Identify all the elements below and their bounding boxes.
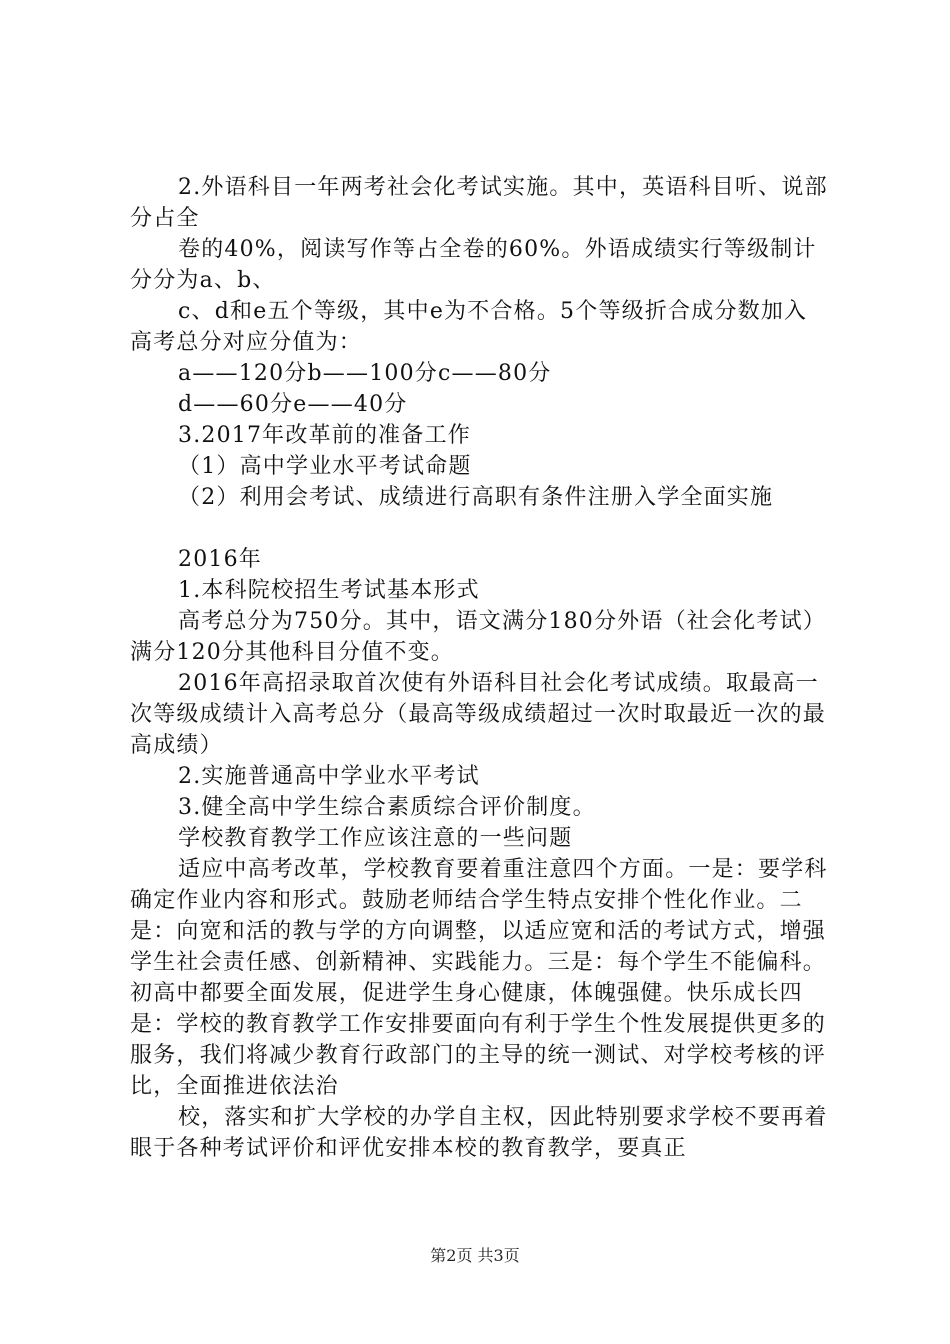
paragraph: 卷的40%，阅读写作等占全卷的60%。外语成绩实行等级制计分分为a、b、 [130, 237, 817, 293]
paragraph: 3.健全高中学生综合素质综合评价制度。 [178, 795, 596, 820]
page-indicator: 第2页 共3页 [430, 1246, 520, 1265]
paragraph: （1）高中学业水平考试命题 [178, 454, 472, 479]
paragraph: d——60分e——40分 [178, 392, 408, 417]
paragraph: 学校教育教学工作应该注意的一些问题 [178, 826, 573, 851]
paragraph: 校，落实和扩大学校的办学自主权，因此特别要求学校不要再着眼于各种考试评价和评优安排本校的教育教学，要真正 [130, 1105, 828, 1161]
paragraph: c、d和e五个等级，其中e为不合格。5个等级折合成分数加入高考总分对应分值为： [130, 299, 808, 355]
paragraph: 适应中高考改革，学校教育要着重注意四个方面。一是：要学科确定作业内容和形式。鼓励老师结合学生特点安排个性化作业。二是：向宽和活的教与学的方向调整，以适应宽和活的考试方式，增强学生社会责任感、创新精神、实践能力。三是：每个学生不能偏科。初高中都要全面发展，促进学生身心健康，体魄强健。快乐成长四是：学校的教育教学工作安排要面向有利于学生个性发展提供更多的服务，我们将减少教育行政部门的主导的统一测试、对学校考核的评比，全面推进依法治 [130, 857, 828, 1099]
page-footer [0, 1246, 950, 1266]
document-body [130, 172, 830, 1164]
paragraph: a——120分b——100分c——80分 [178, 361, 552, 386]
paragraph: 2016年 [178, 547, 262, 572]
paragraph: （2）利用会考试、成绩进行高职有条件注册入学全面实施 [178, 485, 774, 510]
paragraph: 高考总分为750分。其中，语文满分180分外语（社会化考试）满分120分其他科目分值不变。 [130, 609, 826, 665]
paragraph: 2016年高招录取首次使有外语科目社会化考试成绩。取最高一次等级成绩计入高考总分（最高等级成绩超过一次时取最近一次的最高成绩） [130, 671, 827, 758]
paragraph: 3.2017年改革前的准备工作 [178, 423, 471, 448]
paragraph: 1.本科院校招生考试基本形式 [178, 578, 480, 603]
paragraph-gap [130, 513, 830, 544]
paragraph: 2.外语科目一年两考社会化考试实施。其中，英语科目听、说部分占全 [130, 175, 828, 231]
paragraph: 2.实施普通高中学业水平考试 [178, 764, 480, 789]
